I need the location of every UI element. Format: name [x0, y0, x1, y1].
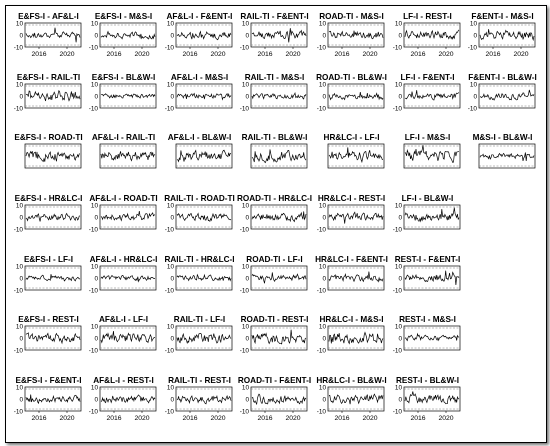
y-tick-label: 0 — [322, 396, 326, 404]
y-tick-label: 10 — [318, 81, 326, 89]
panel — [393, 376, 460, 422]
panel — [393, 12, 460, 58]
small-multiples-figure — [6, 6, 546, 442]
x-tick-label: 2016 — [410, 415, 426, 422]
panel-plot-area — [176, 144, 232, 168]
y-tick-label: -10 — [13, 105, 23, 113]
x-tick-label: 2020 — [362, 415, 378, 422]
y-tick-label: 0 — [170, 275, 174, 283]
x-tick-label: 2016 — [485, 51, 501, 58]
x-tick-label: 2020 — [210, 415, 226, 422]
panel — [89, 376, 156, 422]
y-tick-label: 0 — [473, 32, 477, 40]
y-tick-label: -10 — [13, 347, 23, 355]
panel-title: ROAD-TI - LF-I — [246, 255, 303, 264]
y-tick-label: 0 — [398, 396, 402, 404]
panel-title: AF&L-I - LF-I — [98, 315, 149, 324]
y-tick-label: 10 — [90, 81, 98, 89]
y-tick-label: 0 — [170, 396, 174, 404]
y-tick-label: 10 — [166, 263, 174, 271]
x-tick-label: 2020 — [59, 51, 75, 58]
x-tick-label: 2016 — [31, 415, 47, 422]
y-tick-label: 10 — [90, 20, 98, 28]
y-tick-label: -10 — [164, 408, 174, 416]
panel-title: HR&LC-I - REST-I — [317, 194, 386, 203]
panel — [240, 315, 309, 355]
panel-plot-area — [100, 326, 156, 350]
y-tick-label: 10 — [318, 20, 326, 28]
panel — [89, 315, 156, 355]
panel-plot-area — [404, 84, 460, 108]
x-tick-label: 2020 — [438, 415, 454, 422]
y-tick-label: 0 — [94, 396, 98, 404]
y-tick-label: 10 — [394, 384, 402, 392]
panel — [240, 255, 307, 295]
y-tick-label: 10 — [318, 323, 326, 331]
y-tick-label: 10 — [90, 384, 98, 392]
panel — [14, 255, 81, 295]
y-tick-label: -10 — [164, 287, 174, 295]
panel — [89, 73, 156, 113]
y-tick-label: -10 — [88, 347, 98, 355]
panel-title: RAIL-TI - HR&LC-I — [164, 255, 235, 264]
panel-title: AF&L-I - ROAD-TI — [89, 194, 158, 203]
y-tick-label: 0 — [322, 32, 326, 40]
panel-title: E&FS-I - REST-I — [18, 315, 79, 324]
y-tick-label: -10 — [316, 347, 326, 355]
panel — [393, 255, 461, 295]
panel-title: ROAD-TI - F&ENT-I — [237, 376, 312, 385]
y-tick-label: 0 — [170, 93, 174, 101]
y-tick-label: 10 — [241, 202, 249, 210]
panel-title: ROAD-TI - HR&LC-I — [236, 194, 313, 203]
panel — [238, 376, 311, 422]
panel-title: RAIL-TI - BL&W-I — [241, 133, 308, 142]
y-tick-label: 10 — [241, 384, 249, 392]
y-tick-label: -10 — [164, 347, 174, 355]
panel-title: E&FS-I - LF-I — [23, 255, 74, 264]
panel — [404, 133, 460, 168]
y-tick-label: 10 — [166, 323, 174, 331]
panel-title: LF-I - F&ENT-I — [400, 73, 455, 82]
y-tick-label: 10 — [15, 20, 23, 28]
y-tick-label: 0 — [170, 214, 174, 222]
panel — [165, 315, 232, 355]
panel-plot-area — [404, 144, 460, 168]
panel — [393, 315, 460, 355]
x-tick-label: 2016 — [410, 51, 426, 58]
y-tick-label: 10 — [241, 20, 249, 28]
y-tick-label: -10 — [316, 226, 326, 234]
y-tick-label: 0 — [245, 32, 249, 40]
panel — [165, 73, 232, 113]
panel — [14, 315, 81, 355]
panel-plot-area — [100, 23, 156, 47]
y-tick-label: 10 — [318, 384, 326, 392]
panel — [164, 194, 235, 234]
y-tick-label: 10 — [469, 81, 477, 89]
panel-title: HR&LC-I - BL&W-I — [316, 376, 387, 385]
panel — [14, 376, 82, 422]
y-tick-label: 0 — [473, 93, 477, 101]
panel-plot-area — [479, 23, 535, 47]
y-tick-label: 0 — [19, 275, 23, 283]
panel-title: ROAD-TI - M&S-I — [319, 12, 384, 21]
y-tick-label: 0 — [245, 275, 249, 283]
x-tick-label: 2020 — [362, 51, 378, 58]
panel-title: F&ENT-I - M&S-I — [471, 12, 534, 21]
y-tick-label: 10 — [166, 81, 174, 89]
y-tick-label: -10 — [239, 105, 249, 113]
panel-title: HR&LC-I - M&S-I — [319, 315, 384, 324]
y-tick-label: 0 — [19, 214, 23, 222]
panel — [468, 73, 537, 113]
panel — [168, 133, 232, 168]
y-tick-label: 0 — [398, 93, 402, 101]
y-tick-label: -10 — [13, 226, 23, 234]
y-tick-label: 0 — [94, 93, 98, 101]
panel-title: AF&L-I - M&S-I — [170, 73, 229, 82]
y-tick-label: 0 — [245, 335, 249, 343]
panel — [393, 73, 460, 113]
y-tick-label: -10 — [239, 226, 249, 234]
panel — [165, 376, 232, 422]
y-tick-label: 0 — [322, 335, 326, 343]
y-tick-label: 10 — [394, 81, 402, 89]
y-tick-label: 10 — [241, 323, 249, 331]
panel — [240, 73, 307, 113]
y-tick-label: 10 — [15, 384, 23, 392]
y-tick-label: -10 — [88, 408, 98, 416]
y-tick-label: 0 — [94, 32, 98, 40]
panel — [164, 255, 234, 295]
y-tick-label: 10 — [90, 323, 98, 331]
y-tick-label: -10 — [239, 347, 249, 355]
panel-title: ROAD-TI - BL&W-I — [316, 73, 387, 82]
x-tick-label: 2016 — [106, 51, 122, 58]
y-tick-label: -10 — [316, 408, 326, 416]
y-tick-label: 10 — [394, 263, 402, 271]
y-tick-label: 10 — [166, 20, 174, 28]
y-tick-label: 0 — [19, 93, 23, 101]
panel — [317, 12, 384, 58]
y-tick-label: -10 — [13, 44, 23, 52]
panel-title: E&FS-I - BL&W-I — [91, 73, 156, 82]
x-tick-label: 2016 — [257, 415, 273, 422]
y-tick-label: -10 — [467, 44, 477, 52]
x-tick-label: 2020 — [134, 51, 150, 58]
x-tick-label: 2016 — [106, 415, 122, 422]
panel — [324, 133, 384, 168]
y-tick-label: 10 — [318, 263, 326, 271]
panel-plot-area — [404, 23, 460, 47]
panel-title: LF-I - REST-I — [403, 12, 452, 21]
panel-title: REST-I - M&S-I — [399, 315, 456, 324]
y-tick-label: 10 — [166, 384, 174, 392]
panel — [393, 194, 460, 234]
panel-title: HR&LC-I - F&ENT-I — [315, 255, 388, 264]
panel-title: RAIL-TI - ROAD-TI — [164, 194, 235, 203]
y-tick-label: 0 — [170, 32, 174, 40]
y-tick-label: 10 — [394, 323, 402, 331]
panel-title: RAIL-TI - REST-I — [168, 376, 231, 385]
y-tick-label: 0 — [398, 335, 402, 343]
x-tick-label: 2016 — [334, 51, 350, 58]
y-tick-label: -10 — [392, 408, 402, 416]
x-tick-label: 2020 — [134, 415, 150, 422]
panel — [242, 133, 308, 168]
y-tick-label: 0 — [322, 214, 326, 222]
y-tick-label: 10 — [469, 20, 477, 28]
x-tick-label: 2020 — [59, 415, 75, 422]
x-tick-label: 2016 — [257, 51, 273, 58]
y-tick-label: 10 — [15, 202, 23, 210]
y-tick-label: 0 — [94, 275, 98, 283]
y-tick-label: -10 — [392, 105, 402, 113]
panel-title: AF&L-I - REST-I — [93, 376, 154, 385]
y-tick-label: -10 — [392, 347, 402, 355]
panel-title: E&FS-I - RAIL-TI — [16, 73, 81, 82]
y-tick-label: 0 — [398, 275, 402, 283]
panel-title: AF&L-I - BL&W-I — [167, 133, 232, 142]
panel-title: AF&L-I - RAIL-TI — [91, 133, 156, 142]
y-tick-label: -10 — [467, 105, 477, 113]
panel — [14, 12, 81, 58]
x-tick-label: 2016 — [182, 51, 198, 58]
panel-plot-area — [251, 387, 307, 411]
panel — [317, 194, 385, 234]
panel — [316, 73, 387, 113]
panel-title: E&FS-I - ROAD-TI — [14, 133, 83, 142]
y-tick-label: -10 — [239, 408, 249, 416]
y-tick-label: 10 — [394, 202, 402, 210]
y-tick-label: 10 — [15, 263, 23, 271]
panel-plot-area — [176, 387, 232, 411]
panel-title: E&FS-I - HR&LC-I — [14, 194, 83, 203]
panel-title: RAIL-TI - F&ENT-I — [240, 12, 309, 21]
panel — [89, 255, 158, 295]
panel-title: E&FS-I - F&ENT-I — [15, 376, 82, 385]
y-tick-label: -10 — [164, 226, 174, 234]
y-tick-label: -10 — [316, 287, 326, 295]
y-tick-label: -10 — [239, 44, 249, 52]
x-tick-label: 2020 — [513, 51, 529, 58]
x-tick-label: 2020 — [438, 51, 454, 58]
y-tick-label: -10 — [316, 44, 326, 52]
panel — [92, 133, 156, 168]
panel — [468, 12, 535, 58]
x-tick-label: 2016 — [334, 415, 350, 422]
x-tick-label: 2020 — [285, 415, 301, 422]
panel — [89, 194, 158, 234]
y-tick-label: 10 — [15, 323, 23, 331]
panel-title: RAIL-TI - M&S-I — [244, 73, 305, 82]
y-tick-label: 0 — [398, 214, 402, 222]
x-tick-label: 2016 — [182, 415, 198, 422]
y-tick-label: 10 — [90, 263, 98, 271]
panel — [240, 12, 309, 58]
panel-title: HR&LC-I - LF-I — [323, 133, 380, 142]
panel — [315, 255, 388, 295]
panel — [14, 194, 83, 234]
y-tick-label: 10 — [166, 202, 174, 210]
y-tick-label: 10 — [15, 81, 23, 89]
y-tick-label: 0 — [245, 396, 249, 404]
panel — [473, 133, 535, 168]
x-tick-label: 2016 — [31, 51, 47, 58]
panel-plot-area — [251, 205, 307, 229]
x-tick-label: 2020 — [285, 51, 301, 58]
y-tick-label: -10 — [88, 44, 98, 52]
y-tick-label: -10 — [88, 226, 98, 234]
y-tick-label: -10 — [164, 44, 174, 52]
y-tick-label: -10 — [88, 105, 98, 113]
panel — [14, 73, 81, 113]
panel — [317, 315, 384, 355]
y-tick-label: 10 — [90, 202, 98, 210]
y-tick-label: 0 — [245, 93, 249, 101]
y-tick-label: -10 — [316, 105, 326, 113]
y-tick-label: -10 — [13, 287, 23, 295]
panel-title: E&FS-I - AF&L-I — [18, 12, 79, 21]
y-tick-label: 0 — [94, 214, 98, 222]
panel — [316, 376, 386, 422]
y-tick-label: 10 — [241, 81, 249, 89]
panel-title: M&S-I - BL&W-I — [472, 133, 533, 142]
panel-title: ROAD-TI - REST-I — [240, 315, 309, 324]
y-tick-label: -10 — [164, 105, 174, 113]
y-tick-label: 0 — [19, 396, 23, 404]
y-tick-label: 0 — [19, 335, 23, 343]
y-tick-label: 0 — [322, 275, 326, 283]
panel-title: LF-I - BL&W-I — [401, 194, 454, 203]
panel — [165, 12, 233, 58]
y-tick-label: 0 — [322, 93, 326, 101]
panel-plot-area — [251, 144, 307, 168]
y-tick-label: 10 — [394, 20, 402, 28]
y-tick-label: 0 — [398, 32, 402, 40]
y-tick-label: 0 — [170, 335, 174, 343]
panel-title: F&ENT-I - BL&W-I — [468, 73, 537, 82]
panel — [89, 12, 156, 58]
panel-title: E&FS-I - M&S-I — [94, 12, 153, 21]
y-tick-label: -10 — [392, 287, 402, 295]
y-tick-label: 10 — [241, 263, 249, 271]
panel-title: LF-I - M&S-I — [404, 133, 451, 142]
panel-title: REST-I - F&ENT-I — [394, 255, 461, 264]
panel-title: REST-I - BL&W-I — [395, 376, 460, 385]
y-tick-label: -10 — [239, 287, 249, 295]
figure-frame — [5, 5, 547, 443]
y-tick-label: -10 — [88, 287, 98, 295]
y-tick-label: 0 — [94, 335, 98, 343]
panel-title: AF&L-I - F&ENT-I — [166, 12, 233, 21]
panel-title: RAIL-TI - LF-I — [173, 315, 226, 324]
y-tick-label: -10 — [13, 408, 23, 416]
y-tick-label: 0 — [245, 214, 249, 222]
panel — [237, 194, 312, 234]
y-tick-label: 10 — [318, 202, 326, 210]
y-tick-label: 0 — [19, 32, 23, 40]
y-tick-label: -10 — [392, 44, 402, 52]
panel-title: AF&L-I - HR&LC-I — [89, 255, 158, 264]
panel — [14, 133, 82, 168]
x-tick-label: 2020 — [210, 51, 226, 58]
y-tick-label: -10 — [392, 226, 402, 234]
